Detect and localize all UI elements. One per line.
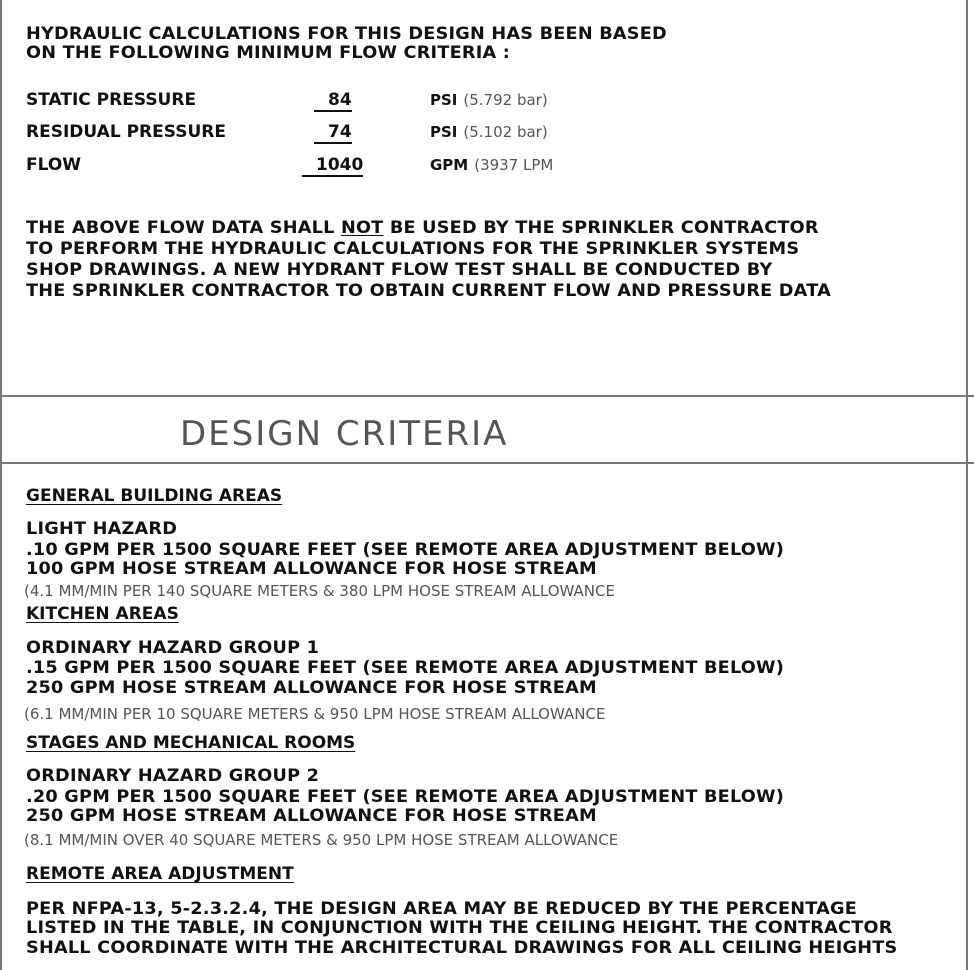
stages-line-3: 250 GPM HOSE STREAM ALLOWANCE FOR HOSE STREAM — [26, 806, 597, 826]
right-border — [966, 0, 968, 970]
section-heading-stages: STAGES AND MECHANICAL ROOMS — [26, 733, 356, 753]
flow-label: FLOW — [26, 155, 82, 175]
note-line-1: THE ABOVE FLOW DATA SHALL NOT BE USED BY THE SPRINKLER CONTRACTOR — [26, 218, 819, 238]
kitchen-line-1: ORDINARY HAZARD GROUP 1 — [26, 638, 320, 658]
note-not-emphasis: NOT — [340, 218, 384, 238]
residual-pressure-unit: PSI (5.102 bar) — [430, 123, 548, 141]
design-criteria-title: DESIGN CRITERIA — [180, 414, 509, 454]
left-border — [0, 0, 2, 970]
intro-line-1: HYDRAULIC CALCULATIONS FOR THIS DESIGN HAS BEEN BASED — [26, 24, 667, 44]
stages-line-1: ORDINARY HAZARD GROUP 2 — [26, 766, 320, 786]
intro-line-2: ON THE FOLLOWING MINIMUM FLOW CRITERIA : — [26, 43, 511, 63]
residual-pressure-label: RESIDUAL PRESSURE — [26, 122, 226, 142]
residual-pressure-value: 74 — [314, 124, 352, 144]
residual-pressure-metric: (5.102 bar) — [463, 123, 548, 141]
note-line-3: SHOP DRAWINGS. A NEW HYDRANT FLOW TEST SHALL BE CONDUCTED BY — [26, 260, 773, 280]
static-pressure-label: STATIC PRESSURE — [26, 90, 197, 110]
remote-line-2: LISTED IN THE TABLE, IN CONJUNCTION WITH THE CEILING HEIGHT. THE CONTRACTOR — [26, 918, 893, 938]
general-metric: (4.1 MM/MIN PER 140 SQUARE METERS & 380 LPM HOSE STREAM ALLOWANCE — [24, 582, 615, 600]
general-line-2: .10 GPM PER 1500 SQUARE FEET (SEE REMOTE AREA ADJUSTMENT BELOW) — [26, 540, 785, 560]
flow-value: 1040 — [302, 157, 363, 177]
static-pressure-unit: PSI (5.792 bar) — [430, 91, 548, 109]
stages-metric: (8.1 MM/MIN OVER 40 SQUARE METERS & 950 LPM HOSE STREAM ALLOWANCE — [24, 831, 619, 849]
flow-metric: (3937 LPM — [474, 156, 554, 174]
stages-line-2: .20 GPM PER 1500 SQUARE FEET (SEE REMOTE AREA ADJUSTMENT BELOW) — [26, 787, 785, 807]
static-pressure-value: 84 — [314, 92, 352, 112]
divider-top — [0, 395, 974, 397]
section-heading-remote: REMOTE AREA ADJUSTMENT — [26, 864, 294, 884]
static-pressure-metric: (5.792 bar) — [463, 91, 548, 109]
remote-line-1: PER NFPA-13, 5-2.3.2.4, THE DESIGN AREA MAY BE REDUCED BY THE PERCENTAGE — [26, 899, 858, 919]
general-line-1: LIGHT HAZARD — [26, 519, 178, 539]
section-heading-general: GENERAL BUILDING AREAS — [26, 486, 283, 506]
kitchen-line-3: 250 GPM HOSE STREAM ALLOWANCE FOR HOSE STREAM — [26, 678, 597, 698]
remote-line-3: SHALL COORDINATE WITH THE ARCHITECTURAL DRAWINGS FOR ALL CEILING HEIGHTS — [26, 938, 898, 958]
general-line-3: 100 GPM HOSE STREAM ALLOWANCE FOR HOSE STREAM — [26, 559, 597, 579]
kitchen-metric: (6.1 MM/MIN PER 10 SQUARE METERS & 950 LPM HOSE STREAM ALLOWANCE — [24, 705, 606, 723]
section-heading-kitchen: KITCHEN AREAS — [26, 604, 179, 624]
note-line-2: TO PERFORM THE HYDRAULIC CALCULATIONS FOR THE SPRINKLER SYSTEMS — [26, 239, 800, 259]
note-line-4: THE SPRINKLER CONTRACTOR TO OBTAIN CURRENT FLOW AND PRESSURE DATA — [26, 281, 831, 301]
flow-unit: GPM (3937 LPM — [430, 156, 554, 174]
divider-bottom — [0, 462, 974, 464]
kitchen-line-2: .15 GPM PER 1500 SQUARE FEET (SEE REMOTE AREA ADJUSTMENT BELOW) — [26, 658, 785, 678]
